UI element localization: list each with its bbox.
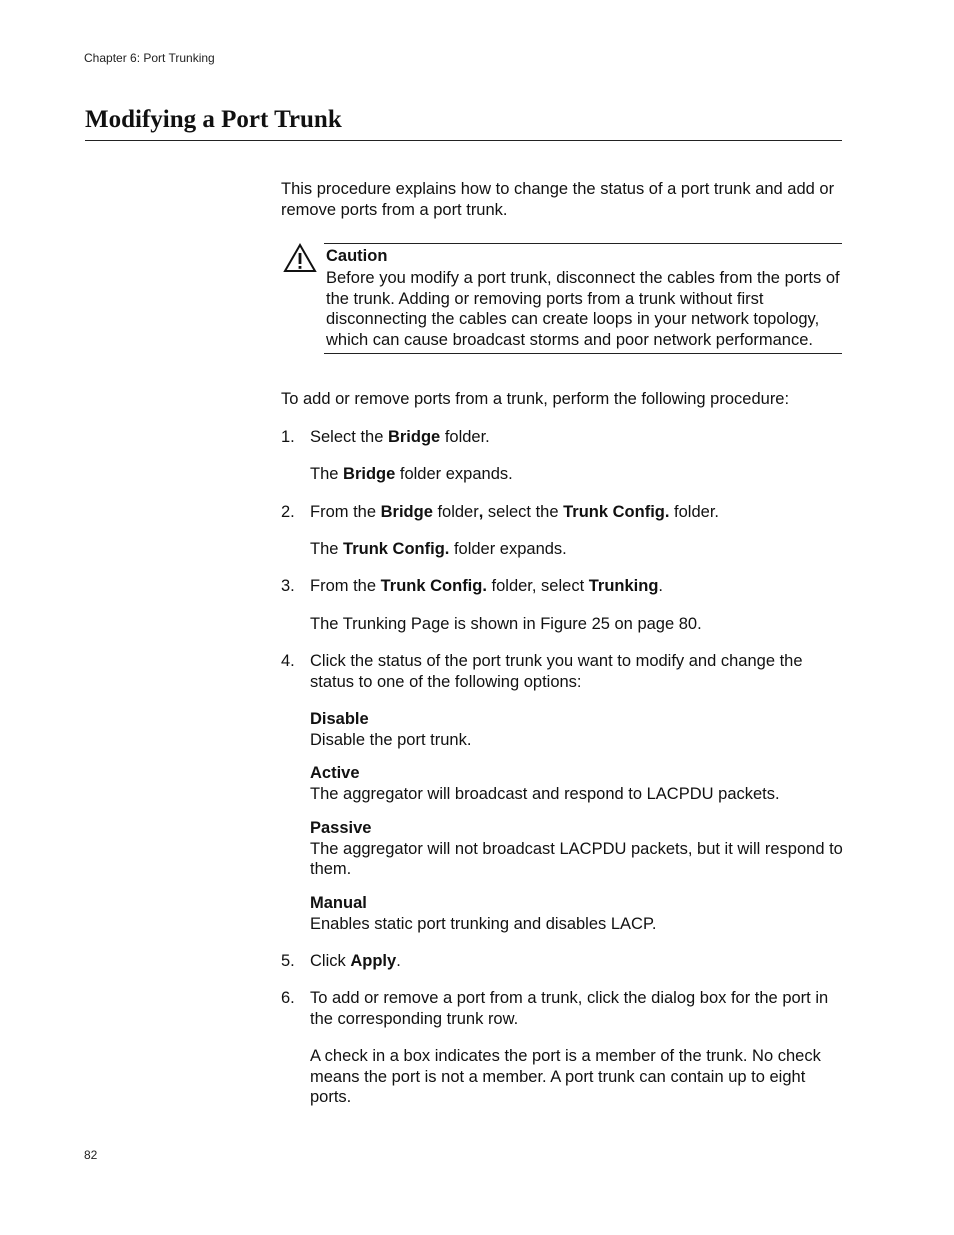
step-text: From the Trunk Config. folder, select Trunking. [310,577,664,595]
option-name: Passive [310,819,372,837]
step-1-result: The Bridge folder expands. [310,465,513,483]
step-text: To add or remove a port from a trunk, click the dialog box for the port in the corresponding trunk row. [310,989,829,1028]
intro-paragraph: This procedure explains how to change the status of a port trunk and add or remove ports from a port trunk. [281,180,835,219]
step-text: Click Apply. [310,952,401,970]
step-number: 2. [281,503,295,521]
caution-title: Caution [326,247,388,265]
step-number: 4. [281,652,295,670]
title-divider [85,140,842,141]
step-3-result: The Trunking Page is shown in Figure 25 on page 80. [310,615,702,633]
page-title: Modifying a Port Trunk [85,106,342,133]
step-text: Select the Bridge folder. [310,428,490,446]
step-number: 1. [281,428,295,446]
procedure-intro: To add or remove ports from a trunk, perform the following procedure: [281,390,790,408]
step-number: 5. [281,952,295,970]
caution-box [324,243,842,354]
step-text: Click the status of the port trunk you want to modify and change the status to one of the following options: [310,652,803,691]
caution-note [282,243,842,354]
option-active [310,763,846,804]
option-name: Active [310,764,360,782]
option-description: Enables static port trunking and disables LACP. [310,914,657,933]
option-description: Disable the port trunk. [310,730,472,749]
step-number: 6. [281,989,295,1007]
option-disable [310,709,846,750]
step-2-result: The Trunk Config. folder expands. [310,540,567,558]
option-name: Manual [310,894,367,912]
warning-triangle-icon [283,243,317,273]
page-number: 82 [84,1148,98,1162]
step-6-result: A check in a box indicates the port is a member of the trunk. No check means the port is not a member. A port trunk can contain up to eight ports. [310,1047,821,1106]
option-description: The aggregator will broadcast and respond to LACPDU packets. [310,784,780,803]
option-passive [310,818,846,880]
caution-text: Before you modify a port trunk, disconnect the cables from the ports of the trunk. Adding or removing ports from a trunk without first disconnecting the cables can create loops in your network topology, which can cause broadcast storms and poor network performance. [326,269,840,349]
option-manual [310,893,846,934]
option-description: The aggregator will not broadcast LACPDU packets, but it will respond to them. [310,839,843,878]
running-header: Chapter 6: Port Trunking [84,51,215,65]
step-number: 3. [281,577,295,595]
option-name: Disable [310,710,369,728]
step-text: From the Bridge folder, select the Trunk Config. folder. [310,503,719,521]
